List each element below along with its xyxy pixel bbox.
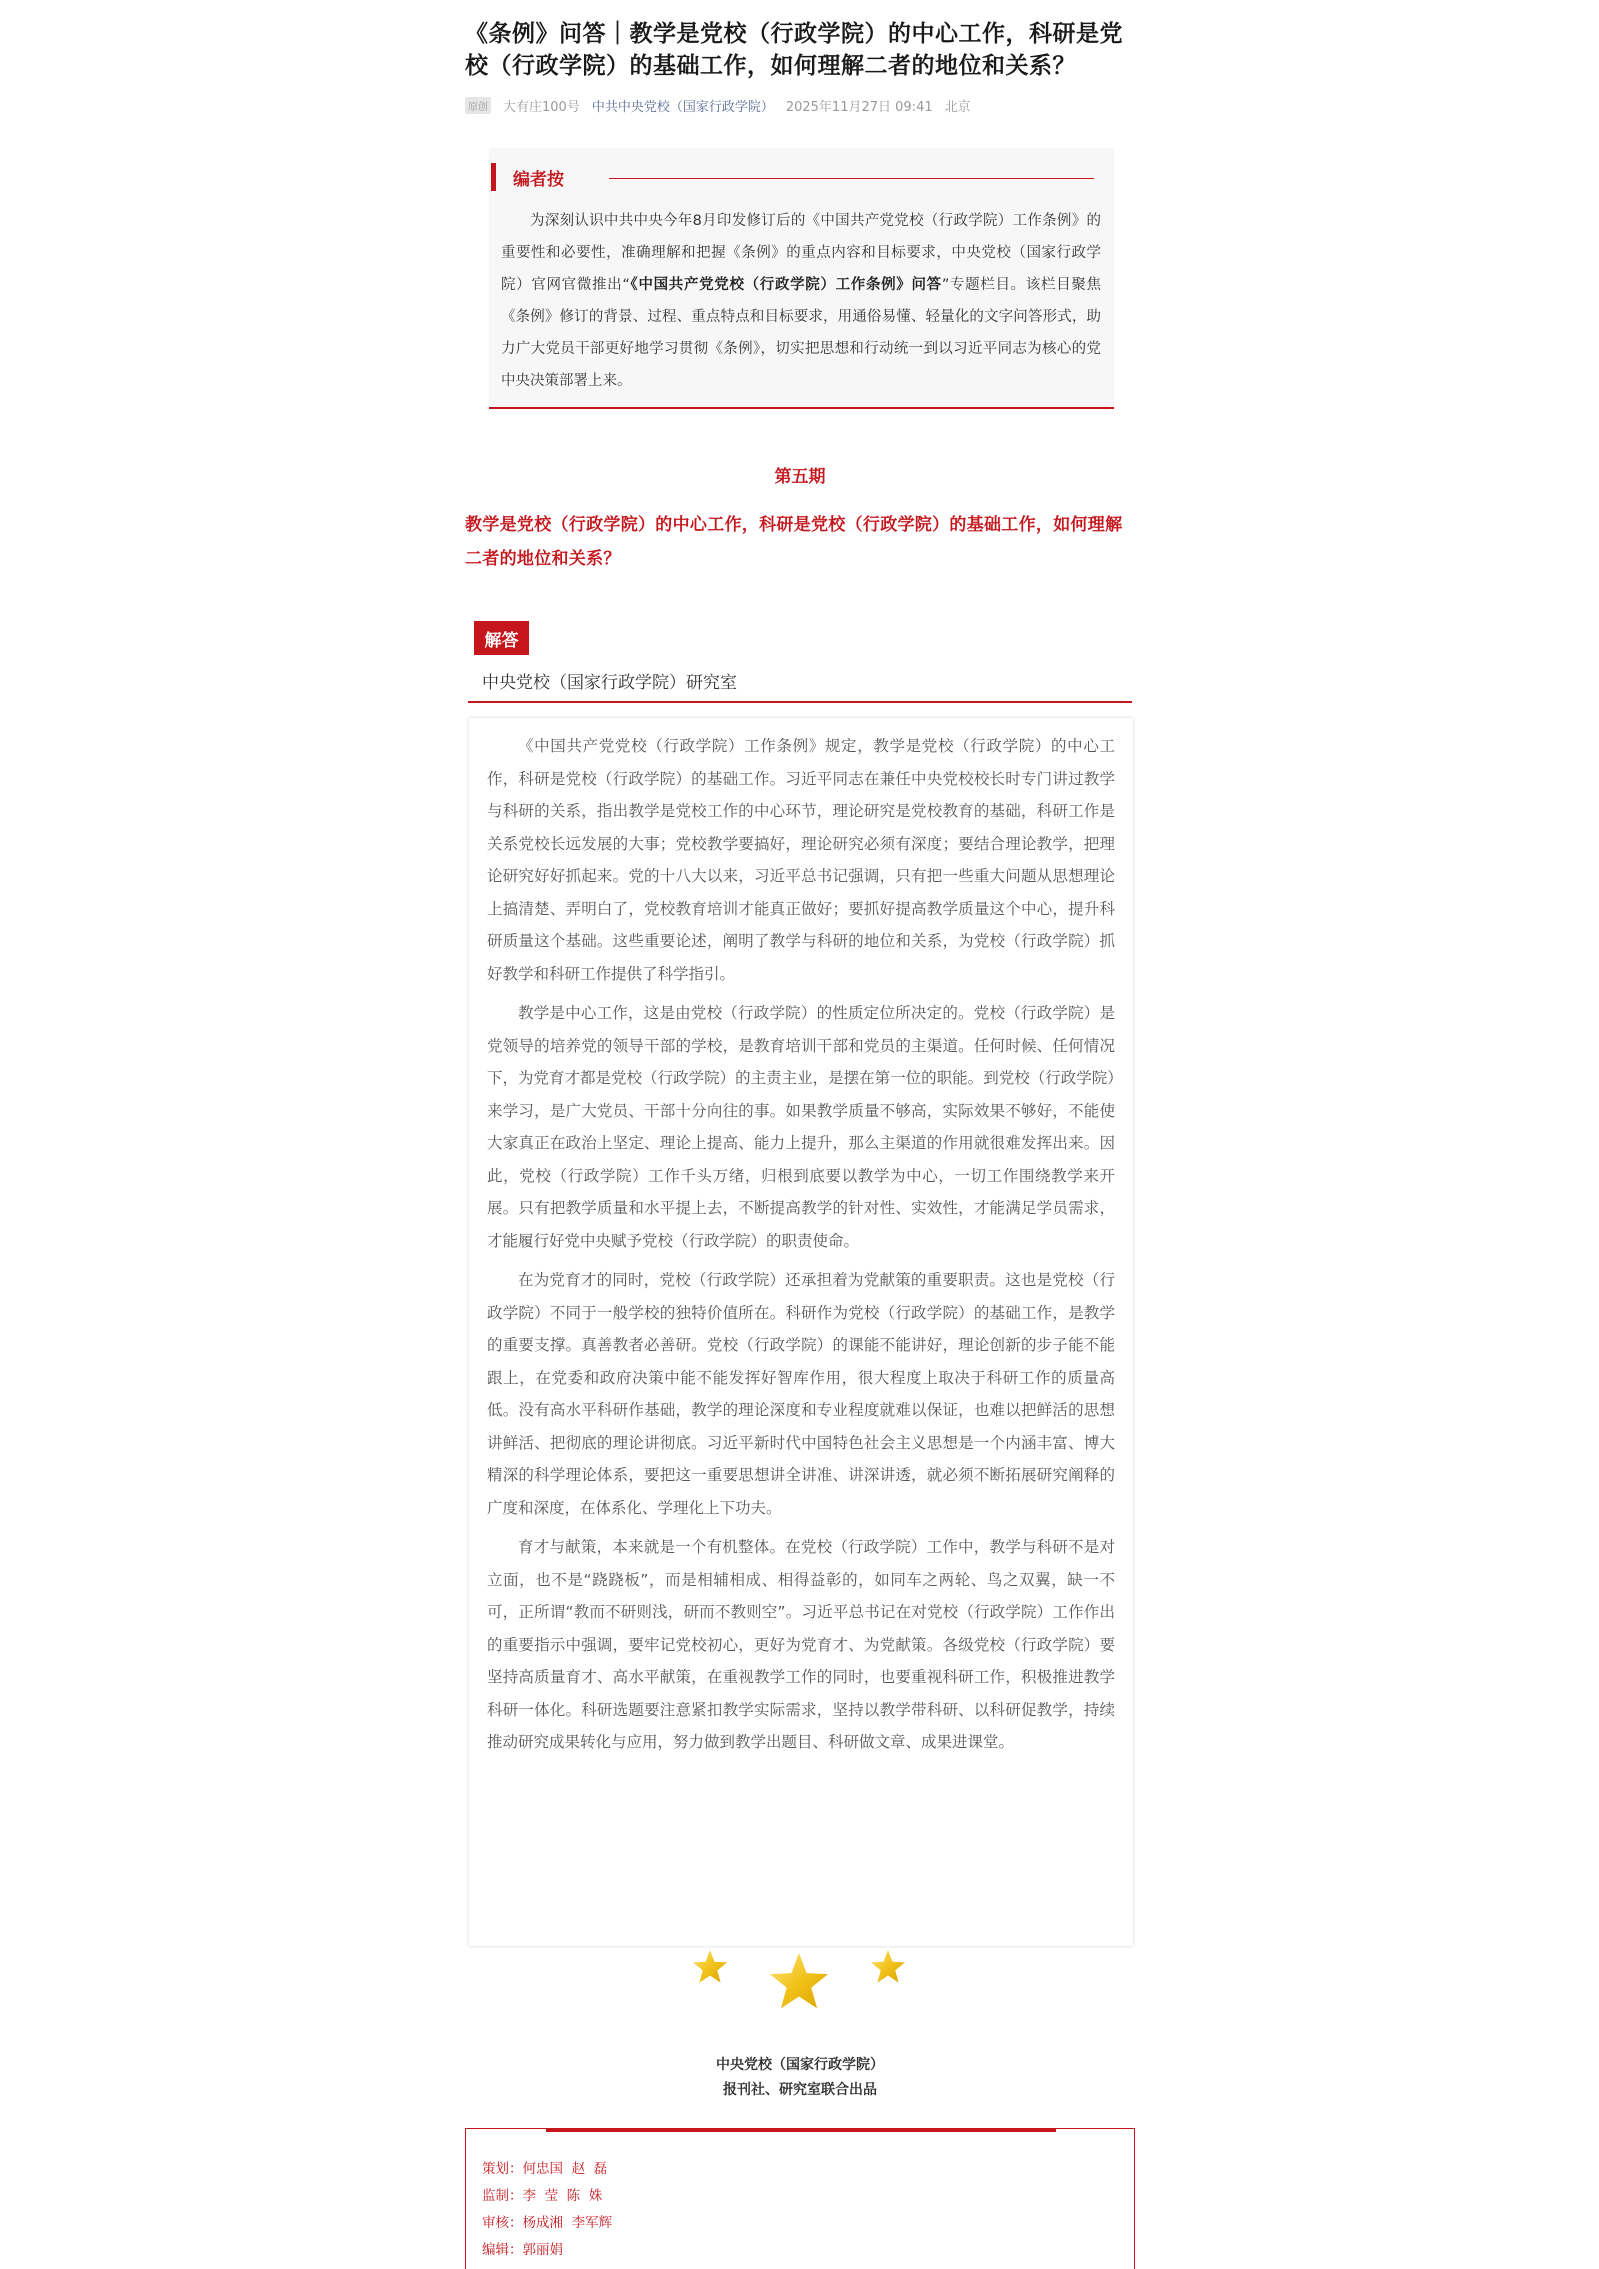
stars-decoration	[690, 1948, 920, 2028]
editor-note-text	[501, 205, 1101, 397]
issue-question: 教学是党校（行政学院）的中心工作，科研是党校（行政学院）的基础工作，如何理解二者的地位和关系？	[465, 515, 1123, 569]
answer-body	[487, 730, 1115, 1766]
credits-list	[482, 2156, 612, 2264]
answer-source: 中央党校（国家行政学院）研究室	[482, 673, 737, 693]
issue-label: 第五期	[774, 467, 826, 487]
star-left-icon	[693, 1950, 727, 1983]
producer-line-2: 报刊社、研究室联合出品	[723, 2082, 877, 2098]
answer-paragraph: 《中国共产党党校（行政学院）工作条例》规定，教学是党校（行政学院）的中心工作，科研是党校（行政学院）的基础工作。习近平同志在兼任中央党校校长时专门讲过教学与科研的关系，指出教学是党校工作的中心环节，理论研究是党校教育的基础，科研工作是关系党校长远发展的大事；党校教学要搞好，理论研究必须有深度；要结合理论教学，把理论研究好好抓起来。党的十八大以来，习近平总书记强调，只有把一些重大问题从思想理论上搞清楚、弄明白了，党校教育培训才能真正做好；要抓好提高教学质量这个中心，提升科研质量这个基础。这些重要论述，阐明了教学与科研的地位和关系，为党校（行政学院）抓好教学和科研工作提供了科学指引。	[487, 737, 1115, 983]
answer-card	[469, 718, 1133, 1946]
editor-note-divider	[609, 178, 1094, 179]
editor-note-text-part1: 为深刻认识中共中央今年8月印发修订后的《中国共产党党校（行政学院）工作条例》的重要性和必要性，准确理解和把握《条例》的重点内容和目标要求，中央党校（国家行政学院）官网官微推出“	[501, 213, 1101, 293]
credit-line: 审核：杨成湘 李军辉	[482, 2215, 613, 2231]
credits-box	[465, 2128, 1135, 2269]
credit-line: 监制：李 莹 陈 姝	[482, 2188, 603, 2204]
editor-note-heading: 编者按	[513, 169, 564, 190]
editor-note-header	[489, 162, 564, 192]
answer-paragraph: 育才与献策，本来就是一个有机整体。在党校（行政学院）工作中，教学与科研不是对立面，也不是“跷跷板”，而是相辅相成、相得益彰的，如同车之两轮、鸟之双翼，缺一不可，正所谓“教而不研则浅，研而不教则空”。习近平总书记在对党校（行政学院）工作作出的重要指示中强调，要牢记党校初心，更好为党育才、为党献策。各级党校（行政学院）要坚持高质量育才、高水平献策，在重视教学工作的同时，也要重视科研工作，积极推进教学科研一体化。科研选题要注意紧扣教学实际需求，坚持以教学带科研、以科研促教学，持续推动研究成果转化与应用，努力做到教学出题目、科研做文章、成果进课堂。	[487, 1538, 1115, 1751]
answer-divider	[468, 701, 1132, 703]
producer-line-1: 中央党校（国家行政学院）	[716, 2057, 884, 2073]
credit-line: 编辑：郭丽娟	[482, 2242, 563, 2258]
article-meta	[465, 96, 1135, 115]
answer-paragraph: 教学是中心工作，这是由党校（行政学院）的性质定位所决定的。党校（行政学院）是党领导的培养党的领导干部的学校，是教育培训干部和党员的主渠道。任何时候、任何情况下，为党育才都是党校（行政学院）的主责主业，是摆在第一位的职能。到党校（行政学院）来学习，是广大党员、干部十分向往的事。如果教学质量不够高，实际效果不够好，不能使大家真正在政治上坚定、理论上提高、能力上提升，那么主渠道的作用就很难发挥出来。因此，党校（行政学院）工作千头万绪，归根到底要以教学为中心，一切工作围绕教学来开展。只有把教学质量和水平提上去，不断提高教学的针对性、实效性，才能满足学员需求，才能履行好党中央赋予党校（行政学院）的职责使命。	[487, 1004, 1115, 1250]
credit-line: 策划：何忠国 赵 磊	[482, 2161, 608, 2177]
publish-location: 北京	[944, 100, 971, 115]
producer-credit	[465, 2053, 1135, 2103]
editor-note-column-name: 《中国共产党党校（行政学院）工作条例》问答	[629, 277, 942, 293]
credits-top-bar	[546, 2128, 1056, 2132]
article-title: 《条例》问答｜教学是党校（行政学院）的中心工作，科研是党校（行政学院）的基础工作，如何理解二者的地位和关系？	[465, 21, 1123, 79]
answer-badge: 解答	[474, 621, 529, 655]
star-center-icon	[770, 1953, 828, 2008]
account-link[interactable]: 中共中央党校（国家行政学院）	[591, 100, 774, 115]
author-name: 大有庄100号	[503, 100, 580, 115]
original-tag: 原创	[465, 97, 491, 114]
star-right-icon	[871, 1950, 905, 1983]
editor-note-text-part2: ”专题栏目。该栏目聚焦《条例》修订的背景、过程、重点特点和目标要求，用通俗易懂、轻量化的文字问答形式，助力广大党员干部更好地学习贯彻《条例》，切实把思想和行动统一到以习近平同志为核心的党中央决策部署上来。	[501, 277, 1102, 389]
editor-note-box	[489, 148, 1114, 409]
editor-note-bar	[491, 163, 496, 191]
answer-paragraph: 在为党育才的同时，党校（行政学院）还承担着为党献策的重要职责。这也是党校（行政学院）不同于一般学校的独特价值所在。科研作为党校（行政学院）的基础工作，是教学的重要支撑。真善教者必善研。党校（行政学院）的课能不能讲好，理论创新的步子能不能跟上，在党委和政府决策中能不能发挥好智库作用，很大程度上取决于科研工作的质量高低。没有高水平科研作基础，教学的理论深度和专业程度就难以保证，也难以把鲜活的思想讲鲜活、把彻底的理论讲彻底。习近平新时代中国特色社会主义思想是一个内涵丰富、博大精深的科学理论体系，要把这一重要思想讲全讲准、讲深讲透，就必须不断拓展研究阐释的广度和深度，在体系化、学理化上下功夫。	[487, 1271, 1115, 1517]
publish-time: 2025年11月27日 09:41	[785, 100, 933, 115]
